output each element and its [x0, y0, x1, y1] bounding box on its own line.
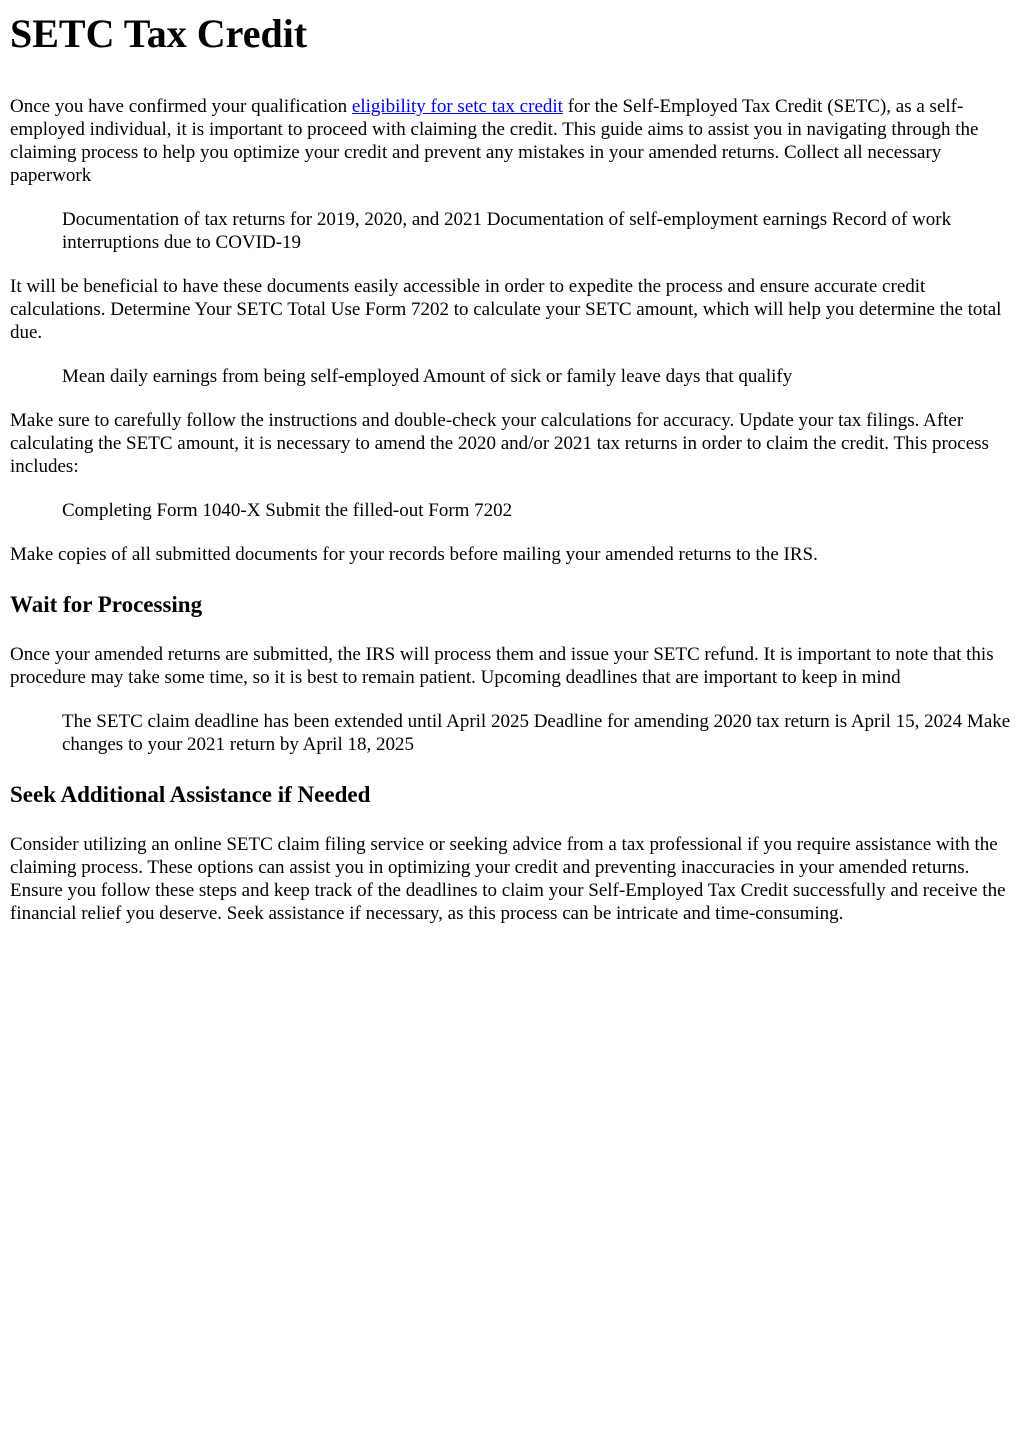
processing-paragraph: Once your amended returns are submitted, the IRS will process them and issue your SETC refund. It is important to note that this procedure may take some time, so it is best to remain patient. Upcoming deadlines that are important to keep in mind — [10, 644, 994, 688]
seek-assistance-heading: Seek Additional Assistance if Needed — [10, 782, 371, 807]
intro-text-after: for the Self-Employed Tax Credit (SETC), as a self-employed individual, it is important to proceed with claiming the credit. This guide aims to assist you in navigating through the claiming process to help you optimize your credit and prevent any mistakes in your amended returns. Collect all necessary paperwork — [10, 96, 979, 186]
intro-text-before: Once you have confirmed your qualification — [10, 96, 352, 117]
eligibility-link[interactable]: eligibility for setc tax credit — [351, 96, 563, 117]
paperwork-list-quote: Documentation of tax returns for 2019, 2020, and 2021 Documentation of self-employment earnings Record of work interruptions due to COVID-19 — [62, 209, 952, 253]
assistance-paragraph: Consider utilizing an online SETC claim filing service or seeking advice from a tax professional if you require assistance with the claiming process. These options can assist you in optimizing your credit and preventing inaccuracies in your amended returns. Ensure you follow these steps and keep track of the deadlines to claim your Self-Employed Tax Credit successfully and receive the financial relief you deserve. Seek assistance if necessary, as this process can be intricate and time-consuming. — [10, 834, 1006, 924]
intro-paragraph — [10, 95, 1014, 187]
deadlines-quote: The SETC claim deadline has been extended until April 2025 Deadline for amending 2020 tax return is April 15, 2024 Make changes to your 2021 return by April 18, 2025 — [62, 711, 1011, 755]
copies-paragraph: Make copies of all submitted documents for your records before mailing your amended returns to the IRS. — [10, 544, 818, 565]
form-7202-inputs-quote: Mean daily earnings from being self-employed Amount of sick or family leave days that qualify — [62, 366, 793, 387]
amend-steps-quote: Completing Form 1040-X Submit the filled-out Form 7202 — [62, 500, 513, 521]
wait-for-processing-heading: Wait for Processing — [10, 592, 203, 617]
update-filings-paragraph: Make sure to carefully follow the instructions and double-check your calculations for accuracy. Update your tax filings. After calculating the SETC amount, it is necessary to amend the 2020 and/or 2021 tax returns in order to claim the credit. This process includes: — [10, 410, 989, 477]
article — [0, 11, 1024, 925]
determine-total-paragraph: It will be beneficial to have these documents easily accessible in order to expedite the process and ensure accurate credit calculations. Determine Your SETC Total Use Form 7202 to calculate your SETC amount, which will help you determine the total due. — [10, 276, 1002, 343]
page-title: SETC Tax Credit — [10, 11, 308, 56]
